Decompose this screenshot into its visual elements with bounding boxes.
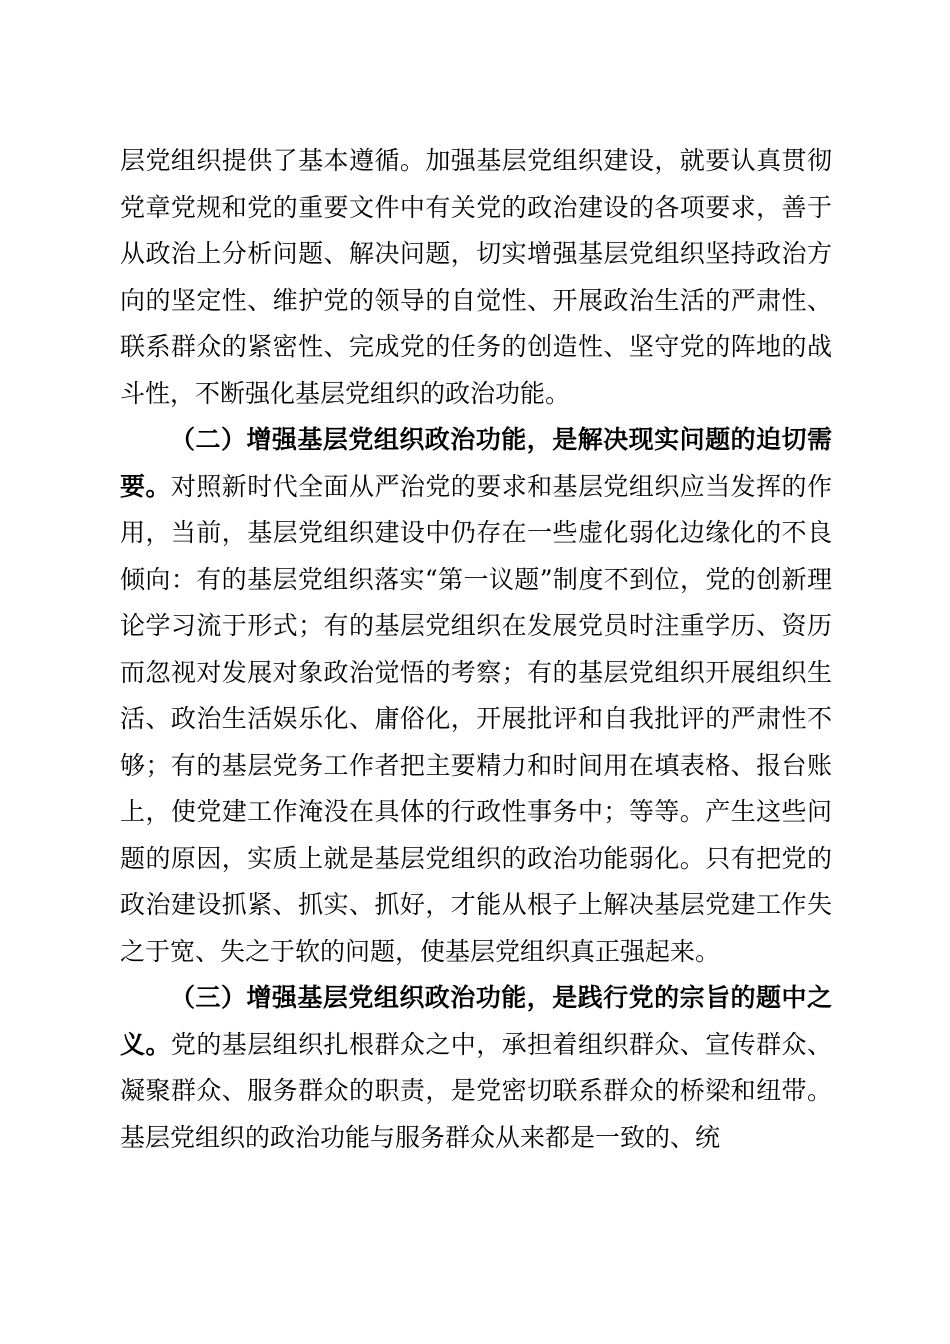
paragraph-1 xyxy=(120,138,832,417)
paragraph-2 xyxy=(120,417,832,975)
paragraph-3-text: 党的基层组织扎根群众之中，承担着组织群众、宣传群众、凝聚群众、服务群众的职责，是党密切联系群众的桥梁和纽带。基层党组织的政治功能与服务群众从来都是一致的、统 xyxy=(120,1029,832,1152)
document-body xyxy=(120,138,832,1161)
paragraph-3 xyxy=(120,975,832,1161)
paragraph-2-text: 对照新时代全面从严治党的要求和基层党组织应当发挥的作用，当前，基层党组织建设中仍存在一些虚化弱化边缘化的不良倾向：有的基层党组织落实“第一议题”制度不到位，党的创新理论学习流于形式；有的基层党组织在发展党员时注重学历、资历而忽视对发展对象政治觉悟的考察；有的基层党组织开展组织生活、政治生活娱乐化、庸俗化，开展批评和自我批评的严肃性不够；有的基层党务工作者把主要精力和时间用在填表格、报台账上，使党建工作淹没在具体的行政性事务中；等等。产生这些问题的原因，实质上就是基层党组织的政治功能弱化。只有把党的政治建设抓紧、抓实、抓好，才能从根子上解决基层党建工作失之于宽、失之于软的问题，使基层党组织真正强起来。 xyxy=(120,471,832,966)
paragraph-2-heading: （二）增强基层党组织政治功能，是解决现实问题的迫切需要。 xyxy=(120,425,832,501)
paragraph-3-heading: （三）增强基层党组织政治功能，是践行党的宗旨的题中之义。 xyxy=(120,983,832,1059)
paragraph-1-text: 层党组织提供了基本遵循。加强基层党组织建设，就要认真贯彻党章党规和党的重要文件中有关党的政治建设的各项要求，善于从政治上分析问题、解决问题，切实增强基层党组织坚持政治方向的坚定性、维护党的领导的自觉性、开展政治生活的严肃性、联系群众的紧密性、完成党的任务的创造性、坚守党的阵地的战斗性，不断强化基层党组织的政治功能。 xyxy=(120,146,832,408)
